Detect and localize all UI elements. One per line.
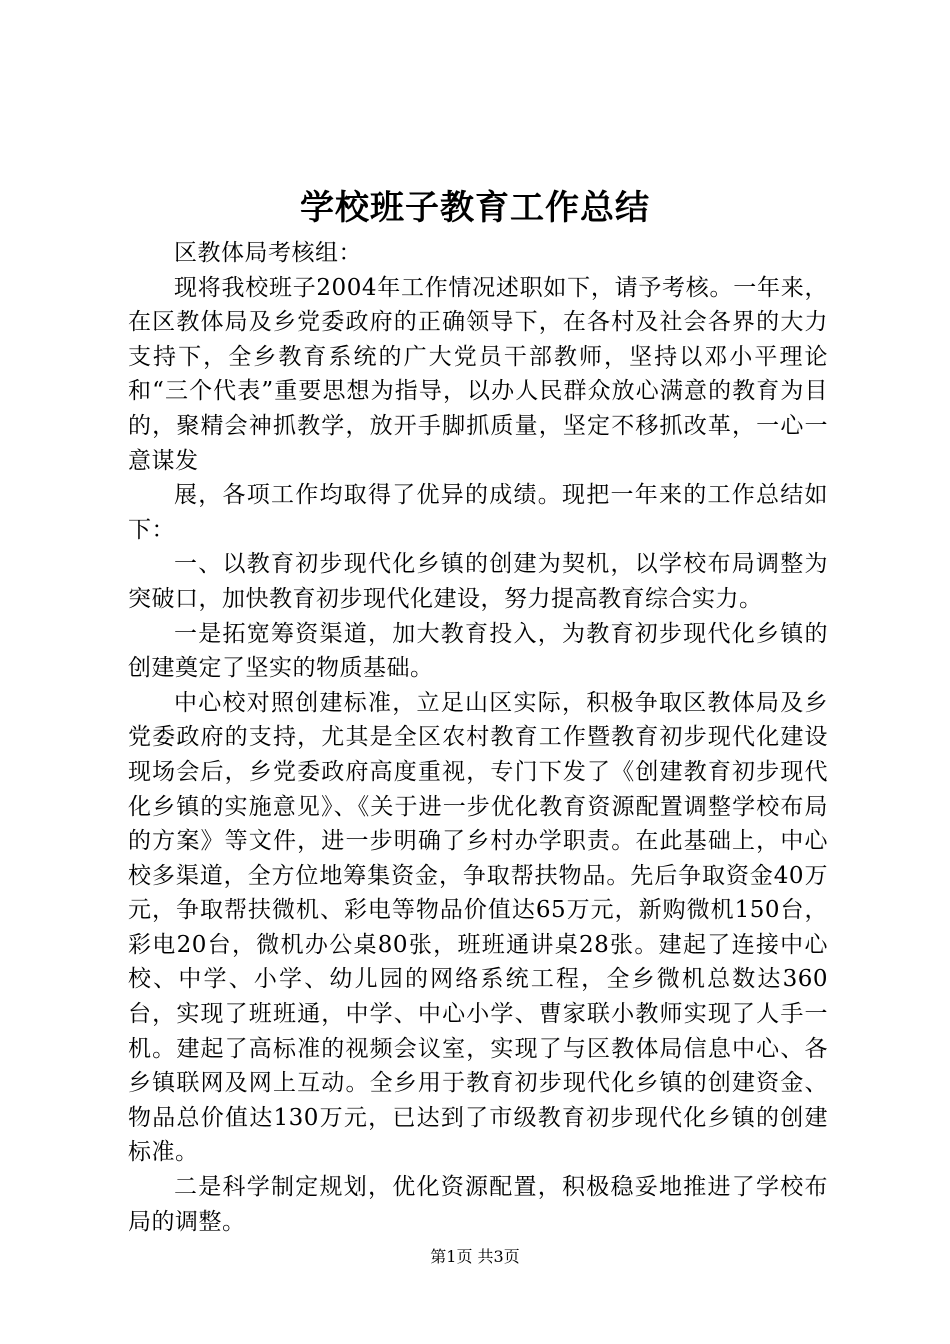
paragraph: 展，各项工作均取得了优异的成绩。现把一年来的工作总结如下： <box>128 482 828 543</box>
paragraph: 一是拓宽筹资渠道，加大教育投入，为教育初步现代化乡镇的创建奠定了坚实的物质基础。 <box>128 620 828 682</box>
paragraph: 二是科学制定规划，优化资源配置，积极稳妥地推进了学校布局的调整。 <box>128 1174 828 1235</box>
document-title: 学校班子教育工作总结 <box>300 188 650 228</box>
section-heading: 一、以教育初步现代化乡镇的创建为契机，以学校布局调整为突破口，加快教育初步现代化建设，努力提高教育综合实力。 <box>128 551 828 612</box>
paragraph: 中心校对照创建标准，立足山区实际，积极争取区教体局及乡党委政府的支持，尤其是全区农村教育工作暨教育初步现代化建设现场会后，乡党委政府高度重视，专门下发了《创建教育初步现代化乡镇的实施意见》、《关于进一步优化教育资源配置调整学校布局的方案》等文件，进一步明确了乡村办学职责。在此基础上，中心校多渠道，全方位地筹集资金，争取帮扶物品。先后争取资金40万元，争取帮扶微机、彩电等物品价值达65万元，新购微机150台，彩电20台，微机办公桌80张，班班通讲桌28张。建起了连接中心校、中学、小学、幼儿园的网络系统工程，全乡微机总数达360台，实现了班班通，中学、中心小学、曹家联小教师实现了人手一机。建起了高标准的视频会议室，实现了与区教体局信息中心、各乡镇联网及网上互动。全乡用于教育初步现代化乡镇的创建资金、物品总价值达130万元，已达到了市级教育初步现代化乡镇的创建标准。 <box>128 689 828 1166</box>
paragraph: 现将我校班子2004年工作情况述职如下，请予考核。一年来，在区教体局及乡党委政府的正确领导下，在各村及社会各界的大力支持下，全乡教育系统的广大党员干部教师，坚持以邓小平理论和“三个代表”重要思想为指导，以办人民群众放心满意的教育为目的，聚精会神抓教学，放开手脚抓质量，坚定不移抓改革，一心一意谋发 <box>128 274 828 474</box>
page-number-footer: 第1页 共3页 <box>430 1247 520 1266</box>
document-body <box>128 236 828 1239</box>
salutation: 区教体局考核组： <box>174 240 362 266</box>
